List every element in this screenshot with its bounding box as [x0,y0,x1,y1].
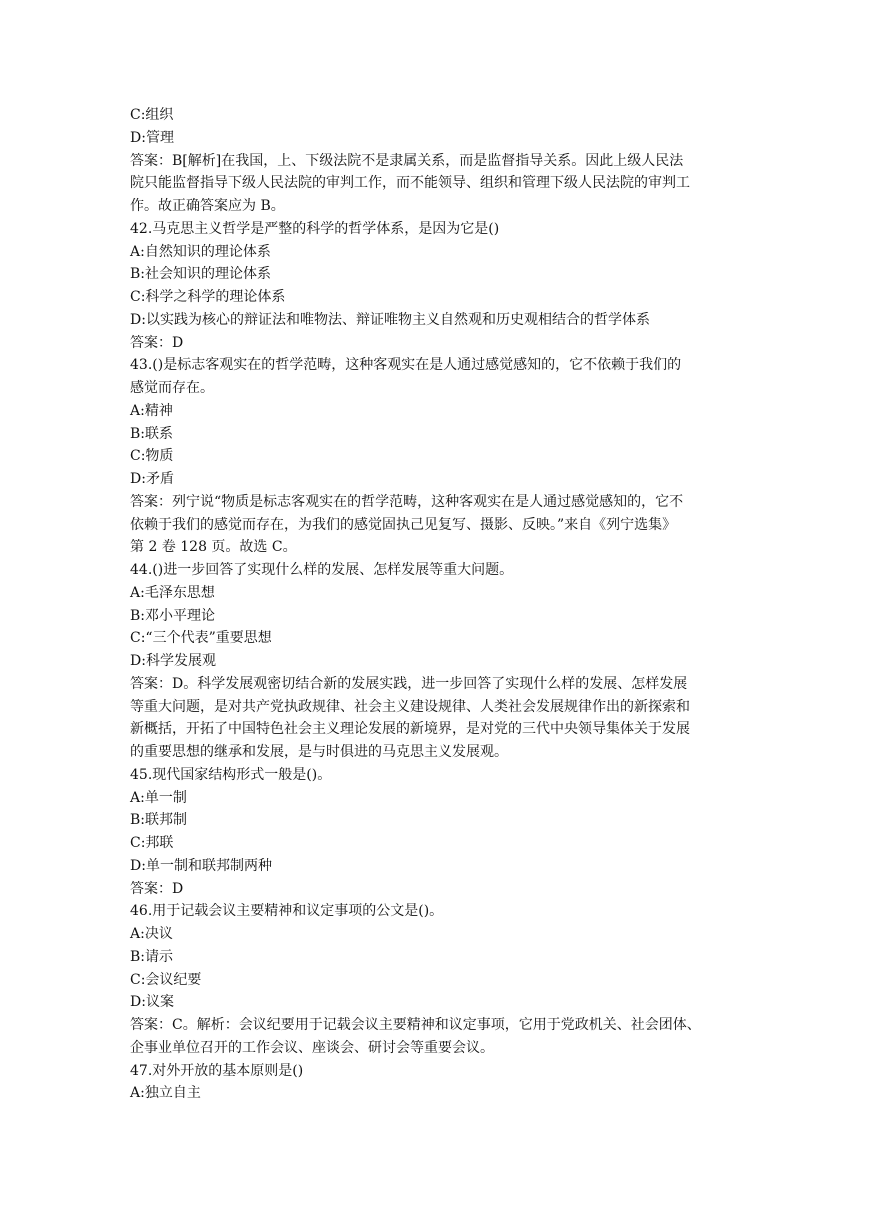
answer-line: 第 2 卷 128 页。故选 C。 [130,539,297,556]
option-b-line: B:联邦制 [130,812,188,829]
option-d-line: D:管理 [130,129,174,146]
question-45: 45.现代国家结构形式一般是()。 [130,766,332,783]
answer-line: 新概括，开拓了中国特色社会主义理论发展的新境界，是对党的三代中央领导集体关于发展 [130,721,690,738]
option-c-line: C:组织 [130,107,174,123]
option-d-line: D:矛盾 [130,471,174,487]
answer-line: 答案：D。科学发展观密切结合新的发展实践，进一步回答了实现什么样的发展、怎样发展 [130,675,688,692]
option-d-line: D:单一制和联邦制两种 [130,857,272,874]
answer-line: 答案：D [130,880,184,897]
option-b-line: B:邓小平理论 [130,607,216,624]
answer-line: 答案：C。解析：会议纪要用于记载会议主要精神和议定事项，它用于党政机关、社会团体、 [130,1017,701,1033]
option-a-line: A:独立自主 [130,1085,201,1102]
option-a-line: A:决议 [130,926,173,942]
question-43-continued: 感觉而存在。 [130,380,214,396]
option-d-line: D:议案 [130,994,174,1011]
question-44: 44.()进一步回答了实现什么样的发展、怎样发展等重大问题。 [130,562,514,578]
option-d-line: D:以实践为核心的辩证法和唯物法、辩证唯物主义自然观和历史观相结合的哲学体系 [130,311,650,328]
answer-line: 的重要思想的继承和发展，是与时俱进的马克思主义发展观。 [130,744,508,760]
answer-line: 依赖于我们的感觉而存在，为我们的感觉固执己见复写、摄影、反映。”来自《列宁选集》 [130,516,677,533]
option-c-line: C:“三个代表”重要思想 [130,630,272,647]
option-c-line: C:会议纪要 [130,971,202,988]
option-a-line: A:毛泽东思想 [130,584,215,601]
option-a-line: A:自然知识的理论体系 [130,243,271,260]
option-b-line: B:请示 [130,948,174,965]
answer-line: 企事业单位召开的工作会议、座谈会、研讨会等重要会议。 [130,1039,494,1056]
option-a-line: A:单一制 [130,789,187,806]
question-42: 42.马克思主义哲学是严整的科学的哲学体系，是因为它是() [130,220,500,237]
question-46: 46.用于记载会议主要精神和议定事项的公文是()。 [130,903,444,920]
option-a-line: A:精神 [130,402,173,419]
question-43: 43.()是标志客观实在的哲学范畴，这种客观实在是人通过感觉感知的，它不依赖于我们的 [130,357,682,374]
option-c-line: C:科学之科学的理论体系 [130,289,286,305]
question-47: 47.对外开放的基本原则是() [130,1062,304,1079]
document-page [130,104,742,1105]
answer-line: 等重大问题，是对共产党执政规律、社会主义建设规律、人类社会发展规律作出的新探索和 [130,698,690,715]
option-b-line: B:联系 [130,425,174,442]
answer-line: 作。故正确答案应为 B。 [130,198,285,214]
option-c-line: C:物质 [130,448,174,465]
option-b-line: B:社会知识的理论体系 [130,266,272,283]
answer-line: 答案：D [130,334,184,351]
answer-line: 答案：列宁说“物质是标志客观实在的哲学范畴，这种客观实在是人通过感觉感知的，它不 [130,493,684,510]
answer-line: 院只能监督指导下级人民法院的审判工作，而不能领导、组织和管理下级人民法院的审判工 [130,175,690,192]
option-c-line: C:邦联 [130,835,174,851]
answer-line: 答案：B[解析]在我国，上、下级法院不是隶属关系，而是监督指导关系。因此上级人民法 [130,152,684,169]
option-d-line: D:科学发展观 [130,653,216,669]
